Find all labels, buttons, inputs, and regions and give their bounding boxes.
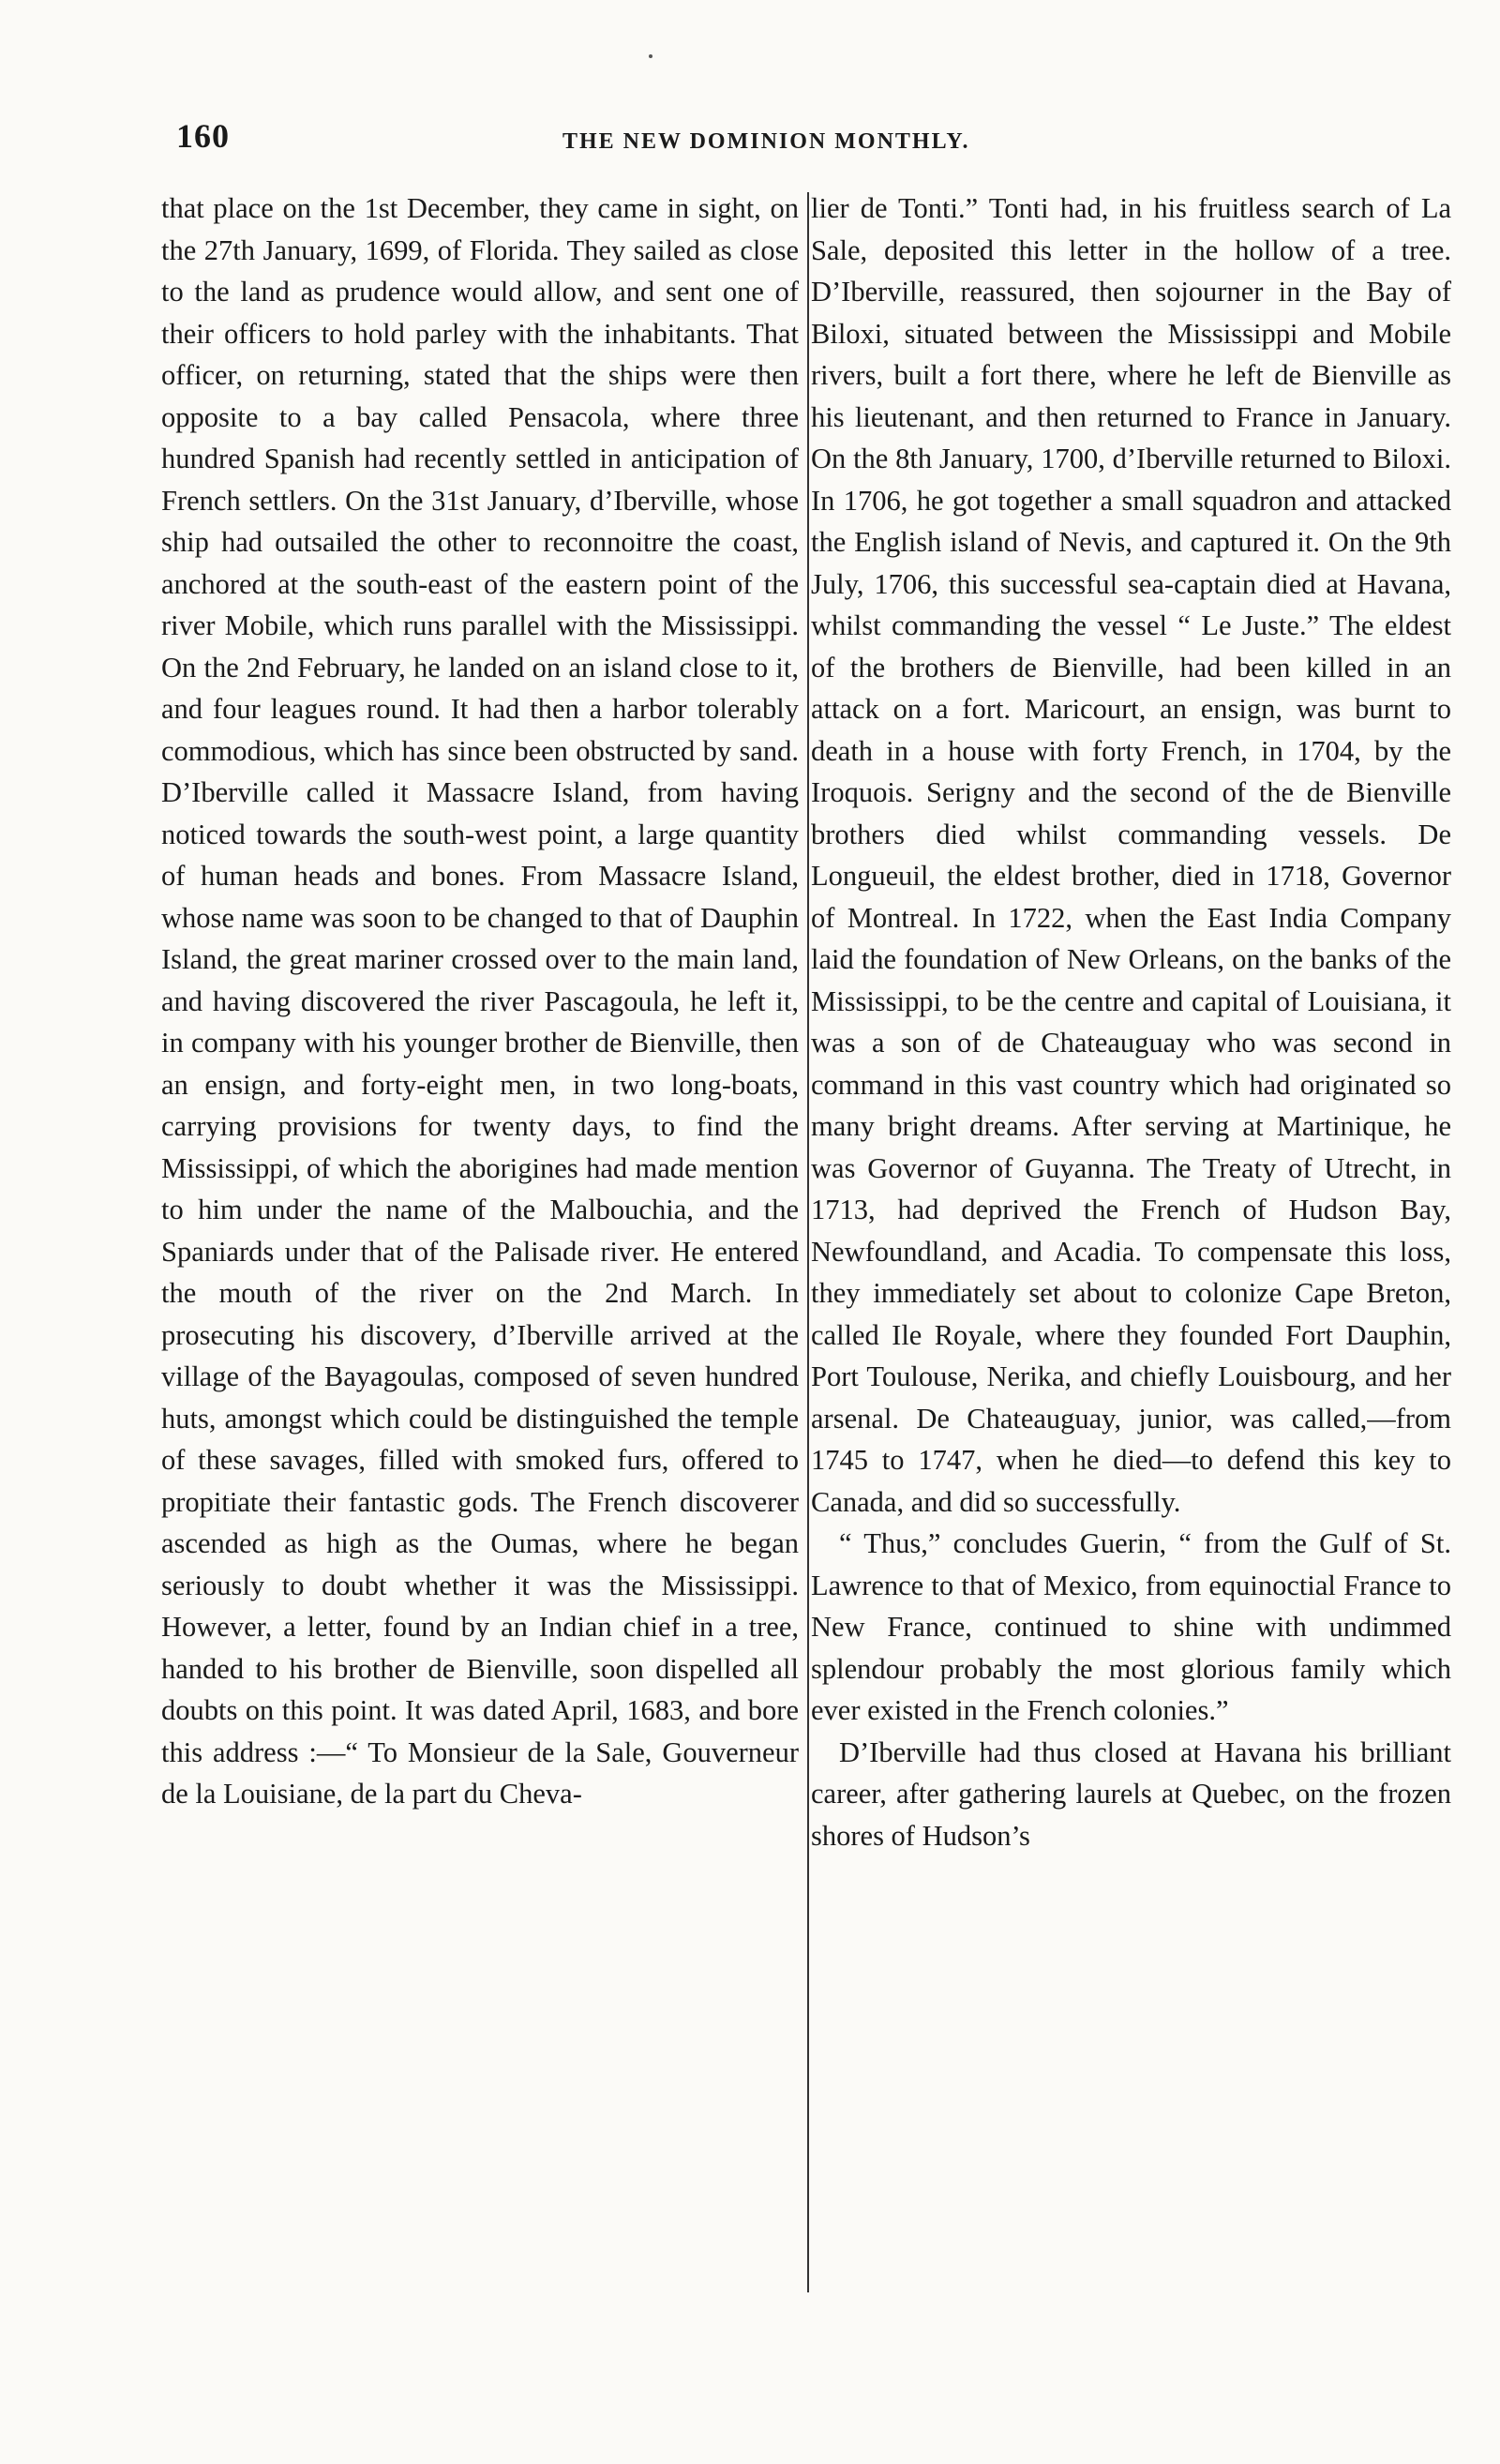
right-paragraph-1: lier de Tonti.” Tonti had, in his fruitless search of La Sale, deposited this letter in the hollow of a tree. D’Iberville, reassured, then sojourner in the Bay of Biloxi, situated between the Mississippi and Mobile rivers, built a fort there, where he left de Bienville as his lieutenant, and then returned to France in January. On the 8th January, 1700, d’Iberville returned to Biloxi. In 1706, he got together a small squadron and attacked the English island of Nevis, and captured it. On the 9th July, 1706, this successful sea-captain died at Havana, whilst commanding the vessel “ Le Juste.” The eldest of the brothers de Bienville, had been killed in an attack on a fort. Maricourt, an ensign, was burnt to death in a house with forty French, in 1704, by the Iroquois. Serigny and the second of the de Bienville brothers died whilst commanding vessels. De Longueuil, the eldest brother, died in 1718, Governor of Montreal. In 1722, when the East India Company laid the foundation of New Orleans, on the banks of the Mississippi, to be the centre and capital of Louisiana, it was a son of de Chateauguay who was second in command in this vast country which had originated so many bright dreams. After serving at Martinique, he was Governor of Guyanna. The Treaty of Utrecht, in 1713, had deprived the French of Hudson Bay, Newfoundland, and Acadia. To compensate this loss, they immediately set about to colonize Cape Breton, called Ile Royale, where they founded Fort Dauphin, Port Toulouse, Nerika, and chiefly Louisbourg, and her arsenal. De Chateauguay, junior, was called,—from 1745 to 1747, when he died—to defend this key to Canada, and did so successfully. (811, 192, 1451, 1518)
ink-speck (649, 54, 652, 58)
right-column (811, 188, 1451, 1856)
right-paragraph-3: D’Iberville had thus closed at Havana his brilliant career, after gathering laurels at Quebec, on the frozen shores of Hudson’s (811, 1735, 1451, 1852)
running-title: THE NEW DOMINION MONTHLY. (562, 129, 970, 154)
page-number: 160 (176, 117, 230, 155)
left-paragraph-1: that place on the 1st December, they came in sight, on the 27th January, 1699, of Florida. They sailed as close to the land as prudence would allow, and sent one of their officers to hold parley with the inhabitants. That officer, on returning, stated that the ships were then opposite to a bay called Pensacola, where three hundred Spanish had recently settled in anticipation of French settlers. On the 31st January, d’Iberville, whose ship had outsailed the other to reconnoitre the coast, anchored at the south-east of the eastern point of the river Mobile, which runs parallel with the Mississippi. On the 2nd February, he landed on an island close to it, and four leagues round. It had then a harbor tolerably commodious, which has since been obstructed by sand. D’Iberville called it Massacre Island, from having noticed towards the south-west point, a large quantity of human heads and bones. From Massacre Island, whose name was soon to be changed to that of Dauphin Island, the great mariner crossed over to the main land, and having discovered the river Pascagoula, he left it, in company with his younger brother de Bienville, then an ensign, and forty-eight men, in two long-boats, carrying provisions for twenty days, to find the Mississippi, of which the aborigines had made mention to him under the name of the Malbouchia, and the Spaniards under that of the Palisade river. He entered the mouth of the river on the 2nd March. In prosecuting his discovery, d’Iberville arrived at the village of the Bayagoulas, composed of seven hundred huts, amongst which could be distinguished the temple of these savages, filled with smoked furs, offered to propitiate their fantastic gods. The French discoverer ascended as high as the Oumas, where he began seriously to doubt whether it was the Mississippi. However, a letter, found by an Indian chief in a tree, handed to his brother de Bienville, soon dispelled all doubts on this point. It was dated April, 1683, and bore this address :—“ To Monsieur de la Sale, Gouverneur de la Louisiane, de la part du Cheva- (161, 192, 799, 1810)
column-divider (807, 192, 809, 2292)
right-paragraph-2: “ Thus,” concludes Guerin, “ from the Gulf of St. Lawrence to that of Mexico, from equinoctial France to New France, continued to shine with undimmed splendour probably the most glorious family which ever existed in the French colonies.” (811, 1527, 1451, 1726)
left-column (161, 188, 799, 1815)
